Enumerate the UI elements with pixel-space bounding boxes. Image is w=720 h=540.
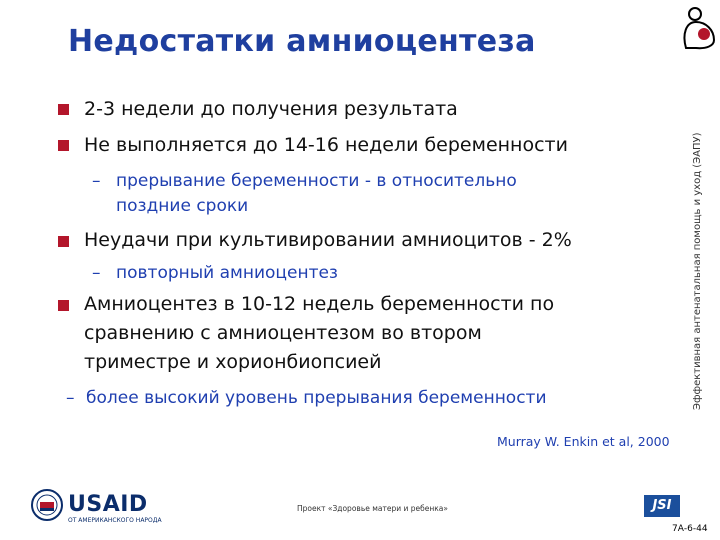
project-name: Проект «Здоровье матери и ребенка» xyxy=(297,504,448,513)
citation: Murray W. Enkin et al, 2000 xyxy=(497,434,670,449)
sub-bullet-text: повторный амниоцентез xyxy=(116,263,338,283)
sub-bullet-text: прерывание беременности - в относительно xyxy=(116,171,517,191)
slide-title: Недостатки амниоцентеза xyxy=(68,24,536,59)
mother-child-logo-icon xyxy=(680,4,718,50)
bullet-marker xyxy=(58,236,69,247)
bullet-text: 2-3 недели до получения результата xyxy=(84,98,458,120)
jsi-logo: JSI xyxy=(644,495,680,517)
vertical-side-label: Эффективная антенатальная помощь и уход (ЭАПУ) xyxy=(692,132,703,410)
bullet-marker xyxy=(58,300,69,311)
sub-bullet-text: поздние сроки xyxy=(116,196,249,216)
bullet-text: триместре и хорионбиопсией xyxy=(84,351,382,373)
bullet-text: сравнению с амниоцентезом во втором xyxy=(84,322,482,344)
bullet-marker xyxy=(58,140,69,151)
usaid-logo-text: USAID xyxy=(68,492,148,517)
bullet-text: Неудачи при культивировании амниоцитов - 2% xyxy=(84,229,572,251)
bullet-text: Амниоцентез в 10-12 недель беременности по xyxy=(84,293,555,315)
slide-number: 7А-6-44 xyxy=(672,524,708,534)
dash-marker: – xyxy=(92,171,101,191)
dash-marker: – xyxy=(92,263,101,283)
dash-marker: – xyxy=(66,388,75,408)
sub-bullet-text: более высокий уровень прерывания беременности xyxy=(86,388,547,408)
bullet-marker xyxy=(58,104,69,115)
bullet-text: Не выполняется до 14-16 недели беременности xyxy=(84,134,568,156)
usaid-subtitle: ОТ АМЕРИКАНСКОГО НАРОДА xyxy=(68,517,162,524)
usaid-seal-icon xyxy=(30,488,64,522)
